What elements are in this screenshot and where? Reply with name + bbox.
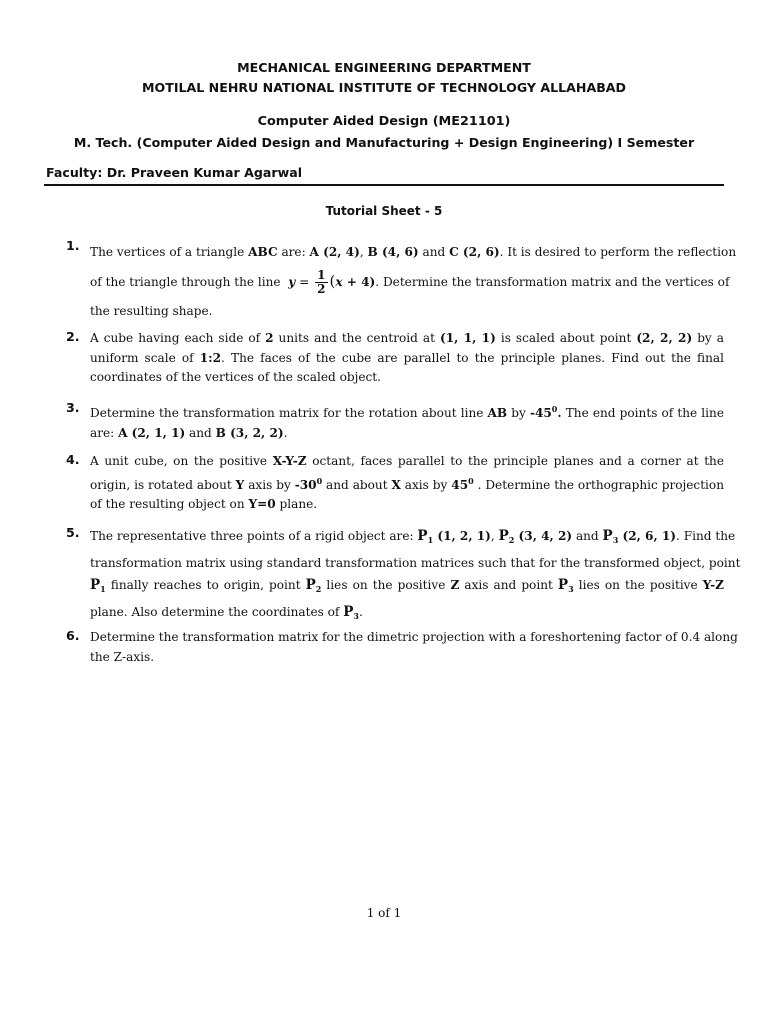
- equation-equals: =: [295, 275, 314, 289]
- text-run: origin, is rotated about: [90, 477, 236, 492]
- angle-value: 45: [451, 477, 469, 492]
- vertex-c: C (2, 6): [449, 245, 500, 259]
- angle-x: [451, 475, 474, 492]
- point-p2: [306, 578, 322, 592]
- projection-plane: Y=0: [248, 497, 276, 511]
- text-run: The representative three points of a rigid object are:: [90, 529, 418, 543]
- text-run: by: [507, 406, 530, 420]
- text-run: and: [185, 425, 216, 440]
- point-letter: P: [417, 528, 428, 544]
- point-p3: [558, 578, 574, 592]
- point-p1: [90, 578, 106, 592]
- text-run: axis by: [400, 477, 452, 492]
- page-number: 1 of 1: [366, 906, 402, 920]
- question-line: [90, 495, 724, 515]
- question-line: [90, 574, 724, 601]
- question-number: 1.: [66, 238, 80, 253]
- angle-y: [294, 475, 323, 492]
- point-subscript: 1: [100, 584, 106, 594]
- side-length: 2: [265, 331, 274, 345]
- text-run: . Determine the transformation matrix and the vertices of: [375, 275, 730, 289]
- question-line: [90, 601, 724, 628]
- question-text: [90, 452, 724, 515]
- text-run: are:: [90, 425, 119, 440]
- text-run: finally reaches to origin, point: [105, 578, 306, 592]
- point-letter: P: [343, 603, 354, 620]
- text-run: . Determine the orthographic projection: [473, 477, 724, 492]
- plane-yz: Y-Z: [702, 578, 724, 592]
- text-run: . Find the: [676, 529, 736, 543]
- question-number: 5.: [66, 525, 80, 540]
- question-line: [90, 349, 724, 369]
- text-run: ,: [490, 529, 499, 543]
- question-text: [90, 329, 724, 388]
- text-run: The end points of the line: [561, 406, 724, 420]
- point-p3: [603, 529, 676, 543]
- course-title: Computer Aided Design (ME21101): [257, 114, 511, 129]
- text-run: units and the centroid at: [273, 331, 440, 345]
- question-line: Determine the transformation matrix for the dimetric projection with a foreshortening factor of 0.4 along: [90, 630, 738, 644]
- fraction-numerator: 1: [317, 268, 326, 282]
- line-name: AB: [487, 406, 508, 420]
- equation-paren: (: [329, 272, 336, 290]
- question-number: 2.: [66, 329, 80, 344]
- text-run: .: [359, 604, 363, 619]
- point-letter: P: [305, 577, 316, 593]
- text-run: . It is desired to perform the reflection: [499, 245, 737, 259]
- equation-fraction: [315, 269, 327, 296]
- question-line: [90, 424, 724, 444]
- point-p3: [343, 605, 359, 619]
- degree-mark: 0: [316, 475, 323, 486]
- point-coord: (3, 4, 2): [514, 529, 573, 543]
- text-run: lies on the positive: [321, 578, 451, 592]
- question-line: the resulting shape.: [90, 304, 213, 318]
- equation-variable: y: [288, 275, 296, 289]
- degree-mark: 0: [468, 475, 474, 486]
- point-coord: (1, 2, 1): [433, 529, 491, 543]
- point-b: B (3, 2, 2): [215, 425, 284, 440]
- equation-tail: + 4): [342, 275, 376, 289]
- text-run: by a: [692, 331, 724, 345]
- vertex-a: A (2, 4): [309, 245, 360, 259]
- text-run: uniform scale of: [90, 350, 200, 365]
- text-run: .: [283, 425, 288, 440]
- text-run: axis by: [244, 477, 295, 492]
- faculty-line: Faculty: Dr. Praveen Kumar Agarwal: [46, 165, 303, 180]
- text-run: . The faces of the cube are parallel to the principle planes. Find out the final: [221, 350, 724, 365]
- text-run: A unit cube, on the positive: [90, 454, 273, 468]
- point-subscript: 3: [612, 535, 619, 545]
- text-run: axis and point: [459, 578, 558, 592]
- axis-x: X: [391, 477, 401, 492]
- text-run: are:: [277, 245, 310, 259]
- point-subscript: 2: [508, 535, 515, 545]
- line-equation: [288, 268, 376, 296]
- vertex-b: B (4, 6): [367, 245, 419, 259]
- question-line: [90, 238, 737, 267]
- axis-y: Y: [235, 477, 245, 492]
- question-number: 6.: [66, 628, 80, 643]
- triangle-name: ABC: [248, 245, 278, 259]
- point-subscript: 3: [353, 610, 359, 621]
- point-letter: P: [602, 528, 613, 544]
- text-run: is scaled about point: [495, 331, 637, 345]
- text-run: Determine the transformation matrix for the rotation about line: [90, 406, 488, 420]
- point-subscript: 2: [315, 584, 322, 594]
- point-p1: [417, 529, 490, 543]
- octant-name: X-Y-Z: [272, 454, 307, 468]
- question-text: [90, 400, 724, 443]
- question-text: [90, 628, 738, 667]
- text-run: The vertices of a triangle: [90, 245, 249, 259]
- scale-point: (2, 2, 2): [636, 331, 693, 345]
- point-a: A (2, 1, 1): [118, 425, 186, 440]
- text-run: and: [572, 529, 603, 543]
- equation-variable: x: [335, 275, 343, 289]
- question-number: 4.: [66, 452, 80, 467]
- program-title: M. Tech. (Computer Aided Design and Manufacturing + Design Engineering) I Semester: [73, 135, 695, 150]
- question-line: coordinates of the vertices of the scaled object.: [90, 370, 381, 384]
- department-heading: MECHANICAL ENGINEERING DEPARTMENT: [237, 60, 531, 75]
- centroid: (1, 1, 1): [439, 331, 496, 345]
- text-run: plane.: [275, 497, 318, 511]
- axis-z: Z: [450, 578, 460, 592]
- question-line: [90, 400, 724, 424]
- question-line: [90, 452, 724, 472]
- question-line: transformation matrix using standard transformation matrices such that for the transformed object, point: [90, 555, 741, 570]
- point-subscript: 3: [568, 584, 574, 594]
- point-coord: (2, 6, 1): [618, 529, 677, 543]
- text-run: lies on the positive: [573, 578, 703, 592]
- sheet-title: Tutorial Sheet - 5: [325, 204, 443, 218]
- rotation-angle: [530, 406, 562, 420]
- point-letter: P: [90, 577, 101, 593]
- text-run: and: [418, 245, 450, 259]
- institute-heading: MOTILAL NEHRU NATIONAL INSTITUTE OF TECHNOLOGY ALLAHABAD: [141, 80, 627, 95]
- question-number: 3.: [66, 400, 80, 415]
- text-run: octant, faces parallel to the principle planes and a corner at the: [306, 454, 725, 468]
- degree-mark: 0: [551, 404, 558, 414]
- text-run: plane. Also determine the coordinates of: [90, 604, 344, 619]
- point-letter: P: [557, 577, 569, 593]
- fraction-denominator: 2: [317, 282, 326, 296]
- text-run: ,: [359, 245, 368, 259]
- question-text: [90, 525, 741, 627]
- angle-value: -30: [294, 477, 317, 492]
- question-line: [90, 472, 724, 496]
- question-line: the Z-axis.: [90, 649, 155, 664]
- angle-value: -45: [529, 406, 552, 420]
- point-p2: [499, 529, 572, 543]
- header-divider: [44, 184, 724, 186]
- text-run: .: [557, 406, 562, 420]
- question-text: [90, 238, 737, 326]
- text-run: and about: [322, 477, 392, 492]
- text-run: of the resulting object on: [90, 497, 249, 511]
- point-letter: P: [498, 528, 509, 544]
- question-line: [90, 267, 730, 297]
- scale-ratio: 1:2: [199, 350, 222, 365]
- question-line: [90, 329, 724, 349]
- text-run: A cube having each side of: [90, 331, 266, 345]
- text-run: of the triangle through the line: [90, 275, 281, 289]
- point-subscript: 1: [427, 535, 434, 545]
- question-line: [90, 525, 736, 552]
